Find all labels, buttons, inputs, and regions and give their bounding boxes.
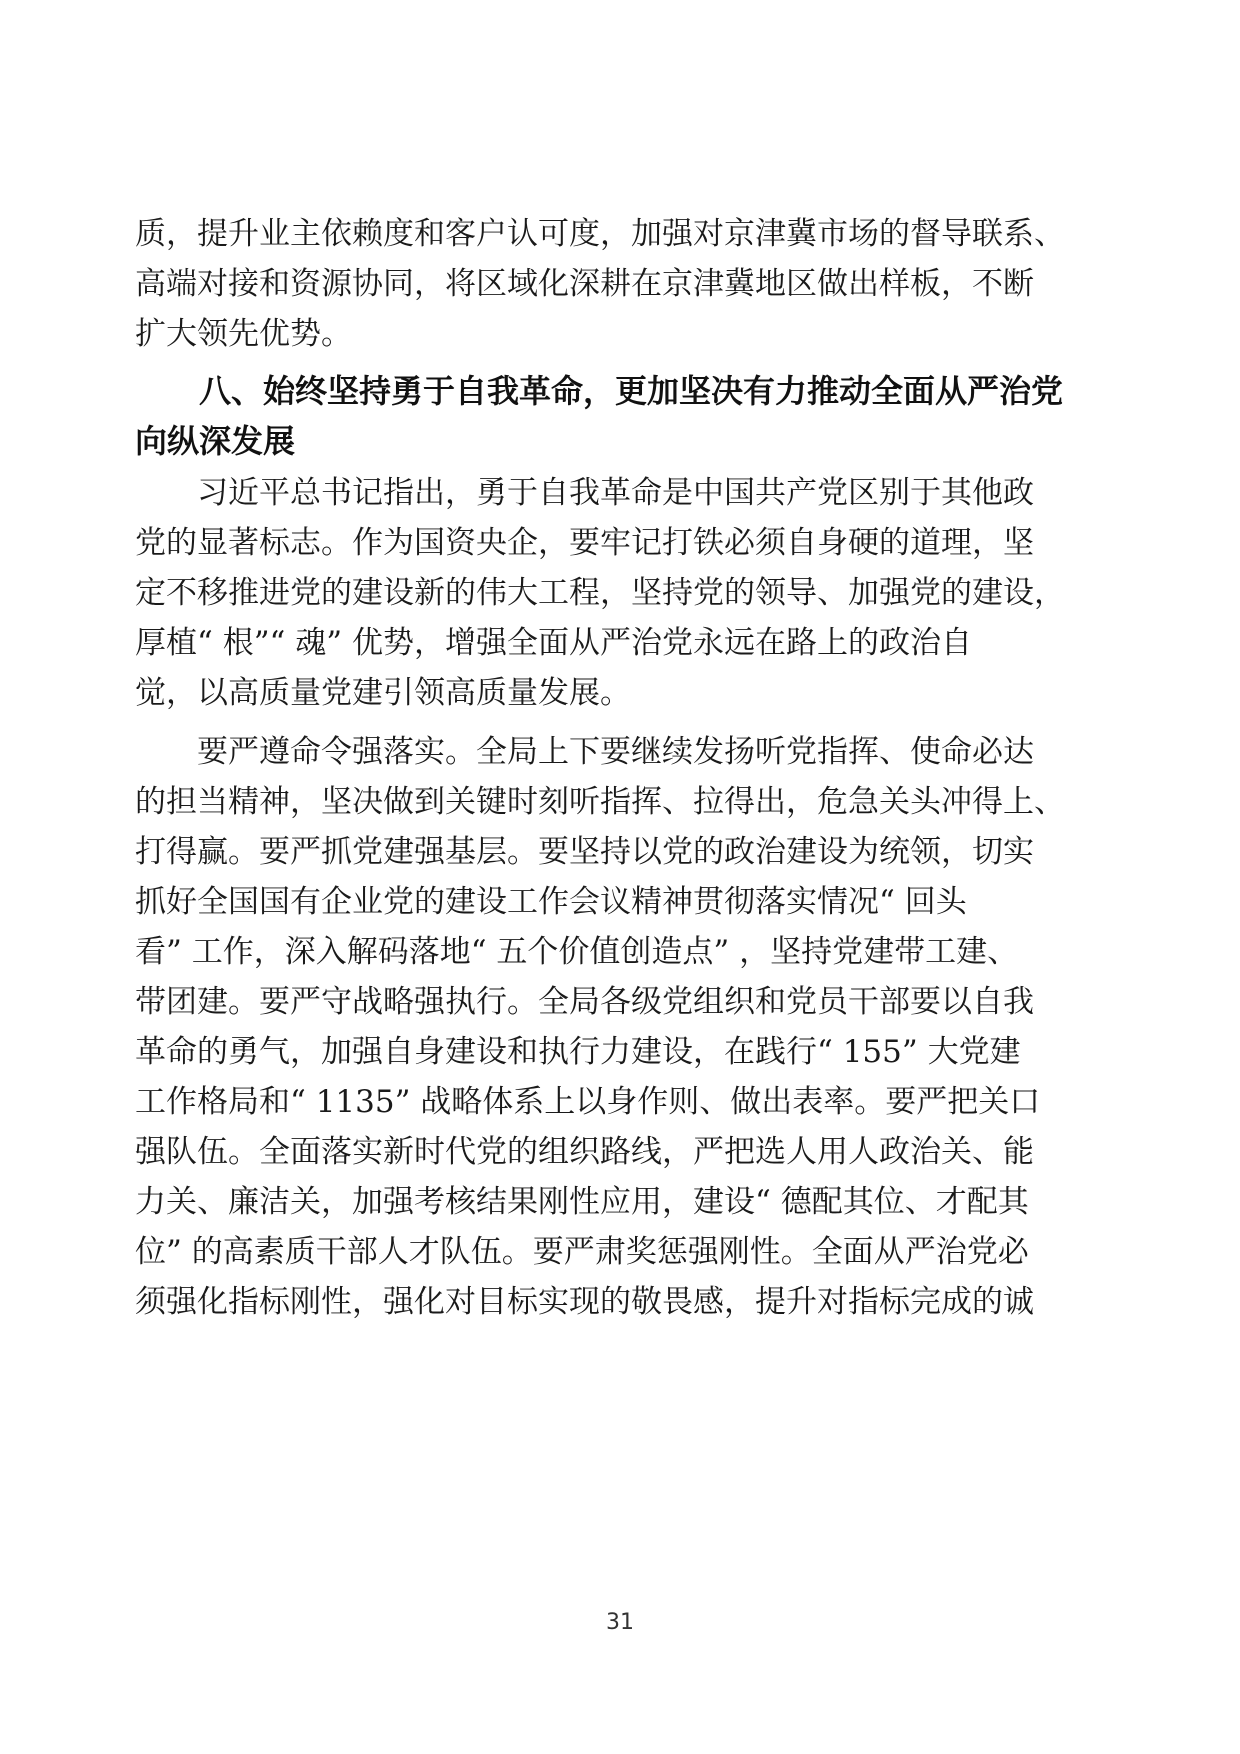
text-line: 高端对接和资源协同，将区域化深耕在京津冀地区做出样板，不断: [135, 266, 1034, 302]
section-heading: 八、始终坚持勇于自我革命，更加坚决有力推动全面从严治党: [135, 372, 1064, 410]
text-line: 带团建。要严守战略强执行。全局各级党组织和党员干部要以自我: [135, 984, 1034, 1020]
text-line: 须强化指标刚性，强化对目标实现的敬畏感，提升对指标完成的诚: [135, 1284, 1034, 1320]
text-line: 强队伍。全面落实新时代党的组织路线，严把选人用人政治关、能: [135, 1134, 1034, 1170]
text-line: 质，提升业主依赖度和客户认可度，加强对京津冀市场的督导联系、: [135, 216, 1065, 252]
text-line: 看” 工作，深入解码落地“ 五个价值创造点” ，坚持党建带工建、: [135, 934, 1019, 970]
text-line: 工作格局和“ 1135” 战略体系上以身作则、做出表率。要严把关口: [135, 1084, 1041, 1120]
text-line: 要严遵命令强落实。全局上下要继续发扬听党指挥、使命必达: [135, 734, 1034, 770]
text-line: 位” 的高素质干部人才队伍。要严肃奖惩强刚性。全面从严治党必: [135, 1234, 1029, 1270]
text-line: 觉，以高质量党建引领高质量发展。: [135, 675, 631, 711]
section-heading: 向纵深发展: [135, 422, 296, 460]
text-line: 习近平总书记指出，勇于自我革命是中国共产党区别于其他政: [135, 475, 1034, 511]
text-line: 厚植“ 根”“ 魂” 优势，增强全面从严治党永远在路上的政治自: [135, 625, 972, 661]
text-line: 力关、廉洁关，加强考核结果刚性应用，建设“ 德配其位、才配其: [135, 1184, 1029, 1220]
text-line: 扩大领先优势。: [135, 316, 352, 352]
text-line: 抓好全国国有企业党的建设工作会议精神贯彻落实情况“ 回头: [135, 884, 967, 920]
text-line: 的担当精神，坚决做到关键时刻听指挥、拉得出，危急关头冲得上、: [135, 784, 1065, 820]
text-line: 革命的勇气，加强自身建设和执行力建设，在践行“ 155” 大党建: [135, 1034, 1021, 1070]
text-line: 党的显著标志。作为国资央企，要牢记打铁必须自身硬的道理，坚: [135, 525, 1034, 561]
text-line: 定不移推进党的建设新的伟大工程，坚持党的领导、加强党的建设，: [135, 575, 1065, 611]
page-number: 31: [606, 1610, 634, 1635]
text-line: 打得赢。要严抓党建强基层。要坚持以党的政治建设为统领，切实: [135, 834, 1034, 870]
